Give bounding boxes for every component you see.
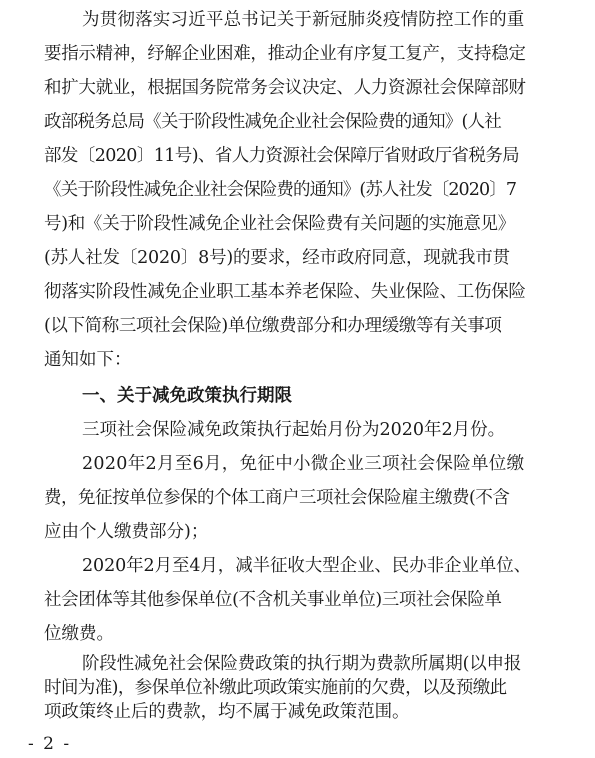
paragraph-line: 三项社会保险减免政策执行起始月份为2020年2月份。 [82, 420, 506, 440]
paragraph-line: 2020年2月至4月，减半征收大型企业、民办非企业单位、 [82, 556, 532, 576]
paragraph-line: 彻落实阶段性减免企业职工基本养老保险、失业保险、工伤保险 [44, 282, 526, 302]
paragraph-line: 2020年2月至6月，免征中小微企业三项社会保险单位缴 [82, 454, 525, 474]
page-number: - 2 - [28, 734, 72, 754]
paragraph-line: 为贯彻落实习近平总书记关于新冠肺炎疫情防控工作的重 [82, 10, 525, 30]
paragraph-line: 政部税务总局《关于阶段性减免企业社会保险费的通知》(人社 [44, 112, 501, 132]
paragraph-line: 号)和《关于阶段性减免企业社会保险费有关问题的实施意见》 [44, 214, 515, 234]
paragraph-line: 部发〔2020〕11号)、省人力资源社会保障厅省财政厅省税务局 [44, 146, 520, 166]
paragraph-line: 应由个人缴费部分)； [44, 522, 209, 542]
section-heading: 一、关于减免政策执行期限 [82, 386, 292, 406]
paragraph-line: 《关于阶段性减免企业社会保险费的通知》(苏人社发〔2020〕7 [44, 180, 517, 200]
paragraph-line: (以下简称三项社会保险)单位缴费部分和办理缓缴等有关事项 [44, 316, 502, 336]
paragraph-line: 费，免征按单位参保的个体工商户三项社会保险雇主缴费(不含 [44, 488, 510, 508]
paragraph-line: 阶段性减免社会保险费政策的执行期为费款所属期(以申报 [82, 654, 522, 674]
paragraph-line: 项政策终止后的费款，均不属于减免政策范围。 [44, 702, 410, 722]
paragraph-line: (苏人社发〔2020〕8号)的要求，经市政府同意，现就我市贯 [44, 248, 510, 268]
paragraph-line: 位缴费。 [44, 624, 114, 644]
paragraph-line: 和扩大就业，根据国务院常务会议决定、人力资源社会保障部财 [44, 78, 526, 98]
paragraph-line: 社会团体等其他参保单位(不含机关事业单位)三项社会保险单 [44, 590, 502, 610]
paragraph-line: 通知如下： [44, 350, 132, 370]
paragraph-line: 时间为准)，参保单位补缴此项政策实施前的欠费，以及预缴此 [44, 678, 507, 698]
paragraph-line: 要指示精神，纾解企业困难，推动企业有序复工复产，支持稳定 [44, 44, 526, 64]
